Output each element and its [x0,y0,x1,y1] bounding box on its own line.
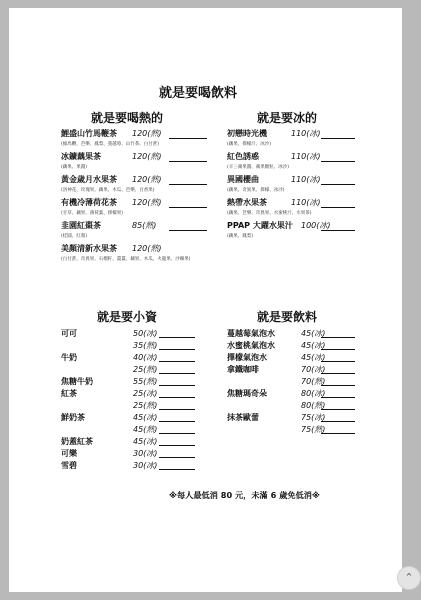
drink-name: 紅色誘惑 [227,152,259,161]
section-small: 就是要小資 [97,310,158,324]
drink-name: 擇檬氣泡水 [227,353,267,362]
drink-price: 85(熱) [132,221,157,230]
drink-name: 冰鑛藕果茶 [61,152,101,161]
drink-price: 50(冰) [133,329,158,338]
drink-name: 可樂 [61,449,77,458]
drink-ingredients: (綠馬鞭、芭樂、鳳梨、蔓越莓、山竹茶、白甘蔗) [61,142,160,147]
blank-line [159,445,195,446]
drink-price: 45(冰) [133,413,158,422]
footer-note: ※每人最低消 80 元，未滿 6 歲免低消※ [169,490,320,500]
blank-line [159,409,195,410]
drink-price: 110(冰) [291,152,321,161]
drink-name: 有機冷薄荷花茶 [61,198,117,207]
drink-price: 80(冰) [301,389,326,398]
section-cold: 就是要冰的 [257,111,318,125]
drink-price: 70(熱) [301,377,326,386]
drink-price: 120(熱) [132,244,162,253]
drink-price: 45(冰) [301,353,326,362]
blank-line [159,349,195,350]
scroll-chevron-icon[interactable]: ⌃ [397,566,421,590]
drink-name: 黃金歲月水果茶 [61,175,117,184]
drink-ingredients: (藕果、擇檬汁、冰沙) [227,142,272,147]
drink-price: 80(熱) [301,401,326,410]
blank-line [169,184,207,185]
drink-name: 水蜜桃氣泡水 [227,341,275,350]
drink-name: 美顏清新水果茶 [61,244,117,253]
blank-line [159,469,195,470]
blank-line [159,457,195,458]
blank-line [321,397,355,398]
drink-ingredients: (藕果、奇異果、擇檬、冰沙) [227,188,285,193]
drink-ingredients: (甘草、藕果、薄荷葉、擇檬果) [61,211,124,216]
menu-title: 就是要喝飲料 [159,86,238,101]
drink-name: 可可 [61,329,77,338]
blank-line [321,373,355,374]
blank-line [159,361,195,362]
drink-price: 70(冰) [301,365,326,374]
drink-ingredients: (桂圓、紅棗) [61,234,88,239]
drink-name: 牛奶 [61,353,77,362]
drink-ingredients: (洛神花、玫瑰果、藕果、木瓜、芭樂、百香果) [61,188,155,193]
blank-line [321,409,355,410]
blank-line [159,373,195,374]
drink-price: 75(冰) [301,413,326,422]
drink-price: 120(熱) [132,129,162,138]
blank-line [321,349,355,350]
drink-ingredients: (藕果、鳳梨) [227,234,254,239]
blank-line [159,397,195,398]
blank-line [321,385,355,386]
drink-name: 焦糖瑪奇朵 [227,389,267,398]
blank-line [159,337,195,338]
blank-line [169,161,207,162]
drink-name: 焦糖牛奶 [61,377,93,386]
drink-price: 25(熱) [133,401,158,410]
blank-line [321,421,355,422]
blank-line [159,433,195,434]
blank-line [169,230,207,231]
drink-name: 蔓越莓氣泡水 [227,329,275,338]
drink-name: 鮮奶茶 [61,413,85,422]
drink-name: 雪碧 [61,461,77,470]
drink-name: 熱帶水果茶 [227,198,267,207]
drink-price: 110(冰) [291,129,321,138]
section-drinks: 就是要飲料 [257,310,318,324]
drink-price: 75(熱) [301,425,326,434]
drink-ingredients: (藕果、芭樂、奇異果、水蜜桃汁、水果茶) [227,211,312,216]
drink-price: 45(冰) [301,329,326,338]
drink-ingredients: (藕果、果醬) [61,165,88,170]
blank-line [321,207,355,208]
blank-line [321,184,355,185]
menu-page [9,8,402,592]
section-hot: 就是要喝熱的 [91,111,164,125]
drink-price: 35(熱) [133,341,158,350]
blank-line [321,161,355,162]
drink-price: 110(冰) [291,198,321,207]
drink-name: 鯉盛山竹馬鞭茶 [61,129,117,138]
blank-line [159,385,195,386]
drink-price: 45(冰) [133,437,158,446]
drink-price: 45(冰) [301,341,326,350]
blank-line [321,361,355,362]
blank-line [321,230,355,231]
blank-line [159,421,195,422]
drink-ingredients: (白甘蔗、奇異果、石榴籽、薑薑、藕果、木瓜、火龍果、沙棘果) [61,257,191,262]
drink-ingredients: (羊三蘋果醬、蘋果顆粒、冰沙) [227,165,290,170]
blank-line [321,337,355,338]
drink-name: 拿鐵咖啡 [227,365,259,374]
blank-line [169,138,207,139]
drink-price: 120(熱) [132,175,162,184]
drink-name: 抹茶歐蕾 [227,413,259,422]
drink-price: 30(冰) [133,449,158,458]
drink-price: 120(熱) [132,198,162,207]
drink-price: 110(冰) [291,175,321,184]
drink-name: 紅茶 [61,389,77,398]
drink-price: 40(冰) [133,353,158,362]
drink-name: PPAP 大躍水果汁 [227,221,293,230]
drink-name: 奶蓋紅茶 [61,437,93,446]
blank-line [321,433,355,434]
drink-price: 30(冰) [133,461,158,470]
drink-name: 異國櫻曲 [227,175,259,184]
drink-price: 55(熱) [133,377,158,386]
drink-name: 韭園紅棗茶 [61,221,101,230]
drink-price: 25(熱) [133,365,158,374]
drink-price: 25(冰) [133,389,158,398]
drink-price: 45(熱) [133,425,158,434]
drink-price: 120(熱) [132,152,162,161]
drink-name: 初戀時光機 [227,129,267,138]
blank-line [169,207,207,208]
blank-line [321,138,355,139]
drink-price: 100(冰) [301,221,331,230]
